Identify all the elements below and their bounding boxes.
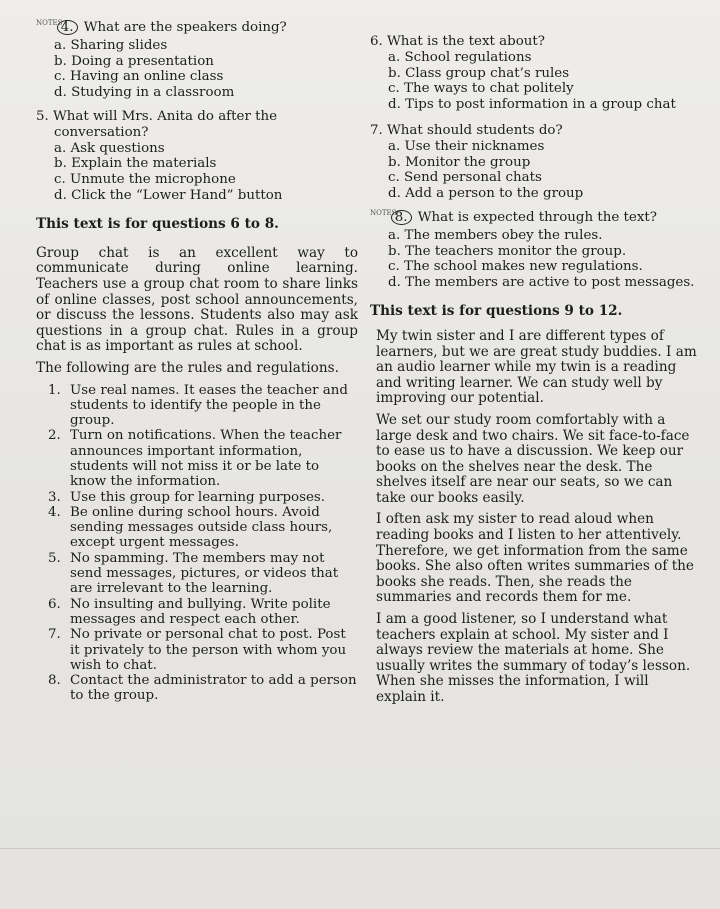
rule-item (36, 673, 358, 704)
rule-item (36, 428, 358, 489)
question-6-stem: 6. What is the text about? (370, 34, 545, 49)
question-text: What are the speakers doing? (83, 20, 287, 35)
question-text: What is expected through the text? (417, 209, 657, 225)
rule-number: 5. (48, 550, 61, 566)
rule-number: 1. (48, 382, 61, 398)
option-b: b. Class group chat’s rules (388, 65, 570, 81)
option-d: d. Click the “Lower Hand” button (54, 187, 283, 203)
rule-item (36, 597, 358, 628)
rule-number: 6. (48, 596, 61, 612)
rule-number: 7. (48, 627, 61, 643)
question-5-stem: 5. What will Mrs. Anita do after the conversation? (36, 108, 278, 140)
twins-paragraph-2: We set our study room comfortably with a large desk and two chairs. We sit face-to-face to ease us to have a discussion. We keep our books on the shelves near the desk. The shelves itself are near our seats, so we can take our books easily. (376, 411, 690, 506)
question-7 (370, 123, 700, 202)
option-b: b. Monitor the group (388, 154, 531, 170)
question-8-stem (370, 210, 700, 228)
option-a: a. The members obey the rules. (388, 227, 603, 243)
left-column (36, 20, 358, 704)
question-number-circled: 4. (57, 20, 78, 35)
rule-text: No insulting and bullying. Write polite messages and respect each other. (70, 596, 331, 627)
rule-item (36, 551, 358, 597)
right-column (370, 34, 700, 712)
twins-paragraph-3: I often ask my sister to read aloud when reading books and I listen to her attentively. Therefore, we get information from the same books. She also often writes summaries of the books she reads. Then, she reads the summaries and records them for me. (376, 511, 694, 606)
page-bottom-divider (0, 848, 720, 849)
rule-text: No spamming. The members may not send messages, pictures, or videos that are irrelevant to the learning. (70, 550, 339, 597)
rule-item (36, 383, 358, 429)
rule-text: Use real names. It eases the teacher and students to identify the people in the group. (70, 382, 348, 429)
rule-number: 3. (48, 489, 61, 505)
option-b: b. The teachers monitor the group. (388, 243, 627, 259)
rule-text: No private or personal chat to post. Post it privately to the person with whom you wish to chat. (70, 627, 347, 673)
option-c: c. The school makes new regulations. (388, 259, 643, 275)
rule-text: Use this group for learning purposes. (70, 489, 326, 505)
rule-item (36, 490, 358, 505)
section-heading-6-8: This text is for questions 6 to 8. (36, 215, 279, 232)
twins-paragraph-4: I am a good listener, so I understand what teachers explain at school. My sister and I always review the materials at home. She usually writes the summary of today’s lesson. When she misses the information, I will explain it. (376, 611, 691, 706)
question-number-circled: 8. (391, 210, 412, 225)
rule-text: Turn on notifications. When the teacher announces important information, students will not miss it or be late to know the information. (70, 428, 342, 490)
question-6 (370, 34, 700, 113)
option-a: a. School regulations (388, 49, 532, 65)
question-4-stem (36, 20, 358, 38)
twins-paragraph-1: My twin sister and I are different types of learners, but we are great study buddies. I am an audio learner while my twin is a reading and writing learner. We can study well by improving our potential. (376, 327, 697, 407)
rule-item (36, 627, 358, 673)
rules-list (36, 383, 358, 704)
option-d: d. Tips to post information in a group chat (388, 97, 676, 113)
rule-number: 4. (48, 504, 61, 520)
section-heading-9-12: This text is for questions 9 to 12. (370, 302, 623, 319)
option-c: c. The ways to chat politely (388, 81, 574, 97)
option-d: d. Add a person to the group (388, 186, 584, 202)
question-5 (36, 109, 358, 204)
notes-tag: NOTES (370, 208, 397, 217)
rule-number: 2. (48, 428, 61, 444)
rule-item (36, 505, 358, 551)
rule-number: 8. (48, 673, 61, 689)
option-c: c. Unmute the microphone (54, 172, 236, 188)
option-a: a. Use their nicknames (388, 138, 545, 154)
rule-text: Contact the administrator to add a person to the group. (70, 673, 357, 704)
question-4 (36, 20, 358, 101)
option-b: b. Explain the materials (54, 156, 217, 172)
option-d: d. The members are active to post messages. (388, 275, 695, 291)
option-c: c. Having an online class (54, 69, 224, 85)
option-a: a. Ask questions (54, 140, 165, 156)
question-7-stem: 7. What should students do? (370, 122, 563, 138)
notes-tag: NOTES (36, 19, 63, 27)
option-d: d. Studying in a classroom (54, 85, 235, 101)
option-c: c. Send personal chats (388, 170, 542, 186)
group-chat-intro: Group chat is an excellent way to communicate during online learning. Teachers use a group chat room to share links of online classes, post school announcements, or discuss the lessons. Students also may ask questions in a group chat. Rules in a group chat is as important as rules at school. (36, 244, 358, 355)
option-a: a. Sharing slides (54, 37, 168, 53)
option-b: b. Doing a presentation (54, 53, 214, 69)
question-8 (370, 210, 700, 291)
rules-lead: The following are the rules and regulations. (36, 359, 339, 376)
rule-text: Be online during school hours. Avoid sending messages outside class hours, except urgent messages. (70, 504, 333, 551)
